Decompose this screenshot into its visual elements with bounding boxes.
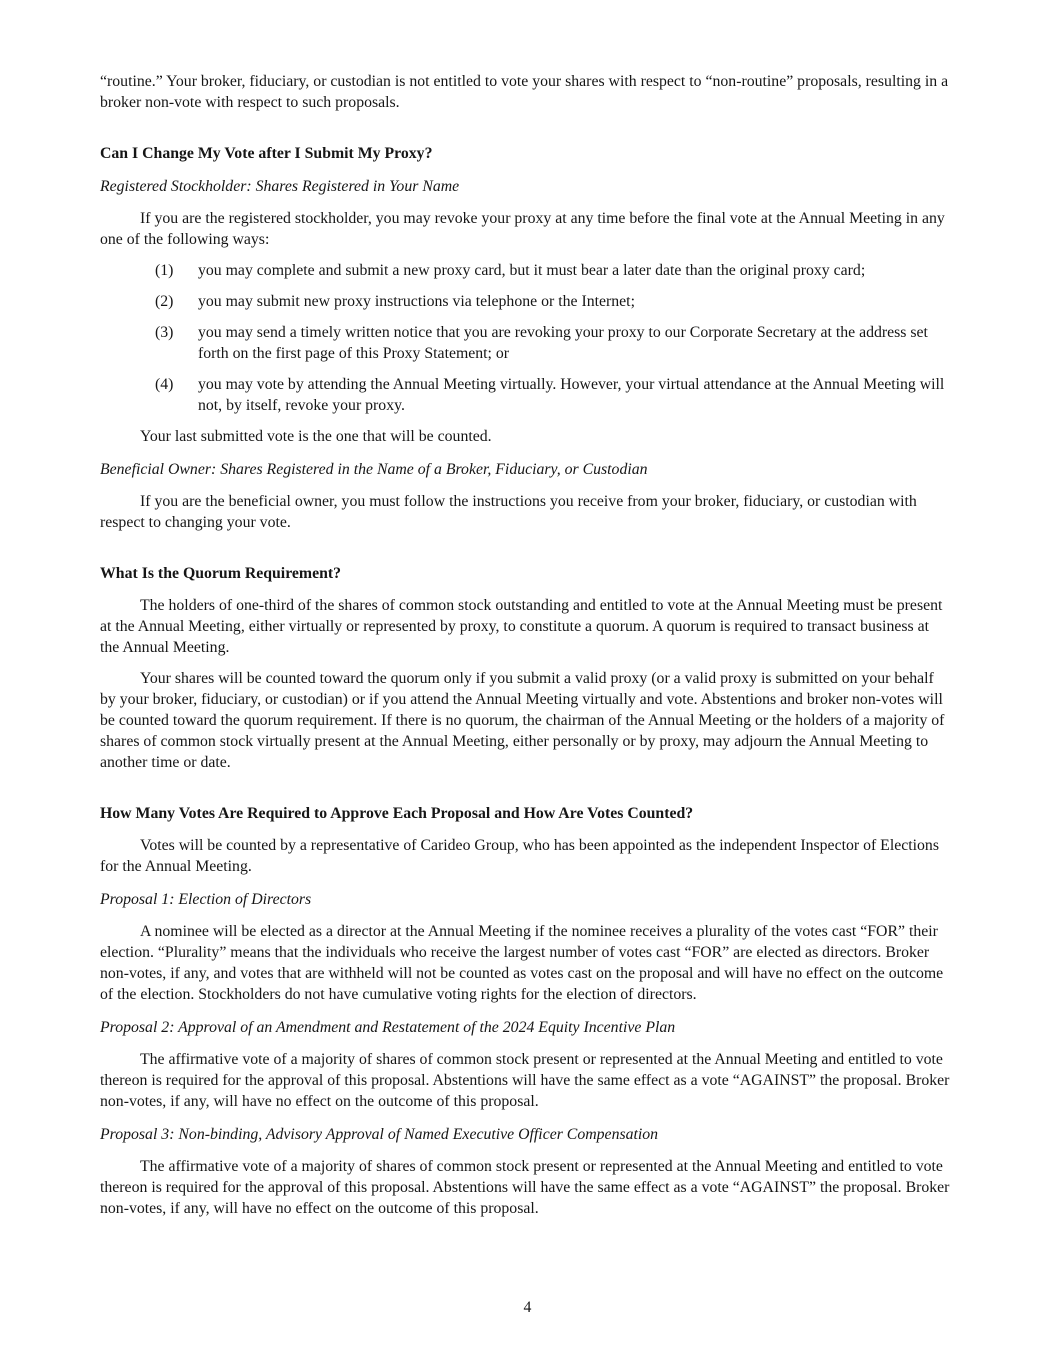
subheading-proposal-3: Proposal 3: Non-binding, Advisory Approval of Named Executive Officer Compensation	[100, 1126, 659, 1143]
paragraph-proposal-3: The affirmative vote of a majority of shares of common stock present or represented at the Annual Meeting and entitled to vote thereon is required for the approval of this proposal. Abstentions will have the same effect as a vote “AGAINST” the proposal. Broker non-votes, if any, will have no effect on the outcome of this proposal.	[100, 1158, 950, 1217]
paragraph-quorum-1: The holders of one-third of the shares of common stock outstanding and entitled to vote at the Annual Meeting must be present at the Annual Meeting, either virtually or represented by proxy, to constitute a quorum. A quorum is required to transact business at the Annual Meeting.	[100, 597, 943, 656]
paragraph-inspector-of-elections: Votes will be counted by a representative of Carideo Group, who has been appointed as the independent Inspector of Elections for the Annual Meeting.	[100, 837, 939, 875]
heading-quorum-requirement: What Is the Quorum Requirement?	[100, 565, 342, 582]
list-item	[155, 260, 950, 281]
list-item-number: (2)	[155, 293, 174, 310]
list-item-number: (4)	[155, 376, 174, 393]
list-item-text: you may vote by attending the Annual Meeting virtually. However, your virtual attendance at the Annual Meeting will not, by itself, revoke your proxy.	[198, 376, 945, 414]
subheading-beneficial-owner: Beneficial Owner: Shares Registered in the Name of a Broker, Fiduciary, or Custodian	[100, 461, 648, 478]
list-item-number: (3)	[155, 324, 174, 341]
heading-votes-required: How Many Votes Are Required to Approve Each Proposal and How Are Votes Counted?	[100, 805, 694, 822]
list-item-text: you may submit new proxy instructions via telephone or the Internet;	[198, 293, 635, 310]
list-item-number: (1)	[155, 262, 174, 279]
paragraph-routine-continuation: “routine.” Your broker, fiduciary, or custodian is not entitled to vote your shares with respect to “non-routine” proposals, resulting in a broker non-vote with respect to such proposals.	[100, 73, 949, 111]
list-item	[155, 291, 950, 312]
list-item-text: you may send a timely written notice that you are revoking your proxy to our Corporate Secretary at the address set forth on the first page of this Proxy Statement; or	[198, 324, 928, 362]
paragraph-revoke-intro: If you are the registered stockholder, you may revoke your proxy at any time before the final vote at the Annual Meeting in any one of the following ways:	[100, 210, 945, 248]
page-number: 4	[523, 1299, 532, 1316]
subheading-proposal-2: Proposal 2: Approval of an Amendment and Restatement of the 2024 Equity Incentive Plan	[100, 1019, 676, 1036]
subheading-proposal-1: Proposal 1: Election of Directors	[100, 891, 312, 908]
subheading-registered-stockholder: Registered Stockholder: Shares Registered in Your Name	[100, 178, 460, 195]
paragraph-quorum-2: Your shares will be counted toward the quorum only if you submit a valid proxy (or a valid proxy is submitted on your behalf by your broker, fiduciary, or custodian) or if you attend the Annual Meeting virtually and vote. Abstentions and broker non-votes will be counted toward the quorum requirement. If there is no quorum, the chairman of the Annual Meeting or the holders of a majority of shares of common stock virtually present at the Annual Meeting, either personally or by proxy, may adjourn the Annual Meeting to another time or date.	[100, 670, 945, 771]
paragraph-last-vote-counted: Your last submitted vote is the one that will be counted.	[140, 428, 492, 445]
list-item-text: you may complete and submit a new proxy card, but it must bear a later date than the original proxy card;	[198, 262, 866, 279]
list-item	[155, 374, 950, 416]
heading-change-my-vote: Can I Change My Vote after I Submit My Proxy?	[100, 145, 433, 162]
paragraph-proposal-1: A nominee will be elected as a director at the Annual Meeting if the nominee receives a plurality of the votes cast “FOR” their election. “Plurality” means that the individuals who receive the largest number of votes cast “FOR” are elected as directors. Broker non-votes, if any, and votes that are withheld will not be counted as votes cast on the proposal and will have no effect on the outcome of the election. Stockholders do not have cumulative voting rights for the election of directors.	[100, 923, 944, 1003]
paragraph-proposal-2: The affirmative vote of a majority of shares of common stock present or represented at the Annual Meeting and entitled to vote thereon is required for the approval of this proposal. Abstentions will have the same effect as a vote “AGAINST” the proposal. Broker non-votes, if any, will have no effect on the outcome of this proposal.	[100, 1051, 950, 1110]
list-item	[155, 322, 950, 364]
paragraph-beneficial-owner: If you are the beneficial owner, you must follow the instructions you receive from your broker, fiduciary, or custodian with respect to changing your vote.	[100, 493, 917, 531]
